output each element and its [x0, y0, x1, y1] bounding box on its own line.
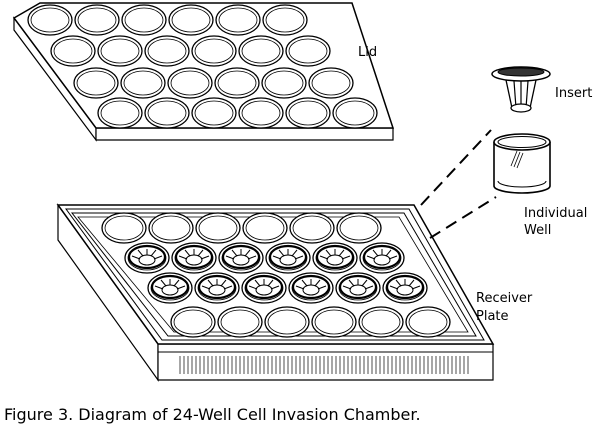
individual-well-label-line2: Well [524, 223, 552, 238]
plate-well-with-insert [148, 273, 192, 303]
plate-well [337, 213, 381, 243]
receiver-plate-label-line1: Receiver [476, 291, 533, 306]
plate-well [196, 213, 240, 243]
plate-well [312, 307, 356, 337]
lid-well [121, 68, 165, 98]
lid-well [286, 36, 330, 66]
lid-well [74, 68, 118, 98]
figure-caption: Figure 3. Diagram of 24-Well Cell Invasion Chamber. [4, 405, 421, 424]
plate-well-with-insert [266, 243, 310, 273]
lid-well [192, 98, 236, 128]
receiver-plate [58, 205, 493, 380]
plate-well [102, 213, 146, 243]
plate-well [290, 213, 334, 243]
guide-line-upper [421, 130, 491, 205]
lid-well [216, 5, 260, 35]
plate-well-with-insert [336, 273, 380, 303]
lid [14, 3, 393, 140]
plate-well [149, 213, 193, 243]
lid-well [145, 98, 189, 128]
lid-well [239, 36, 283, 66]
insert-label: Insert [555, 86, 593, 101]
plate-well-with-insert [360, 243, 404, 273]
plate-well [218, 307, 262, 337]
lid-well [145, 36, 189, 66]
guide-line-lower [430, 197, 496, 238]
plate-well [243, 213, 287, 243]
lid-well [262, 68, 306, 98]
lid-well [98, 36, 142, 66]
individual-well [494, 134, 550, 193]
plate-well-with-insert [125, 243, 169, 273]
lid-well [239, 98, 283, 128]
lid-well [215, 68, 259, 98]
plate-well-with-insert [289, 273, 333, 303]
lid-well [168, 68, 212, 98]
receiver-plate-label-line2: Plate [476, 309, 509, 324]
lid-well [122, 5, 166, 35]
plate-well-with-insert [172, 243, 216, 273]
plate-well-with-insert [242, 273, 286, 303]
lid-well [28, 5, 72, 35]
plate-well-with-insert [219, 243, 263, 273]
lid-well [75, 5, 119, 35]
plate-well-with-insert [313, 243, 357, 273]
lid-well [333, 98, 377, 128]
lid-well [263, 5, 307, 35]
plate-well-with-insert [195, 273, 239, 303]
plate-well-with-insert [383, 273, 427, 303]
lid-well [51, 36, 95, 66]
lid-well [98, 98, 142, 128]
plate-well [406, 307, 450, 337]
plate-well [359, 307, 403, 337]
lid-well [286, 98, 330, 128]
lid-label: Lid [358, 45, 378, 60]
individual-well-label-line1: Individual [524, 206, 588, 221]
lid-well [192, 36, 236, 66]
lid-well [169, 5, 213, 35]
lid-well [309, 68, 353, 98]
plate-well [171, 307, 215, 337]
plate-well [265, 307, 309, 337]
insert [492, 67, 550, 112]
